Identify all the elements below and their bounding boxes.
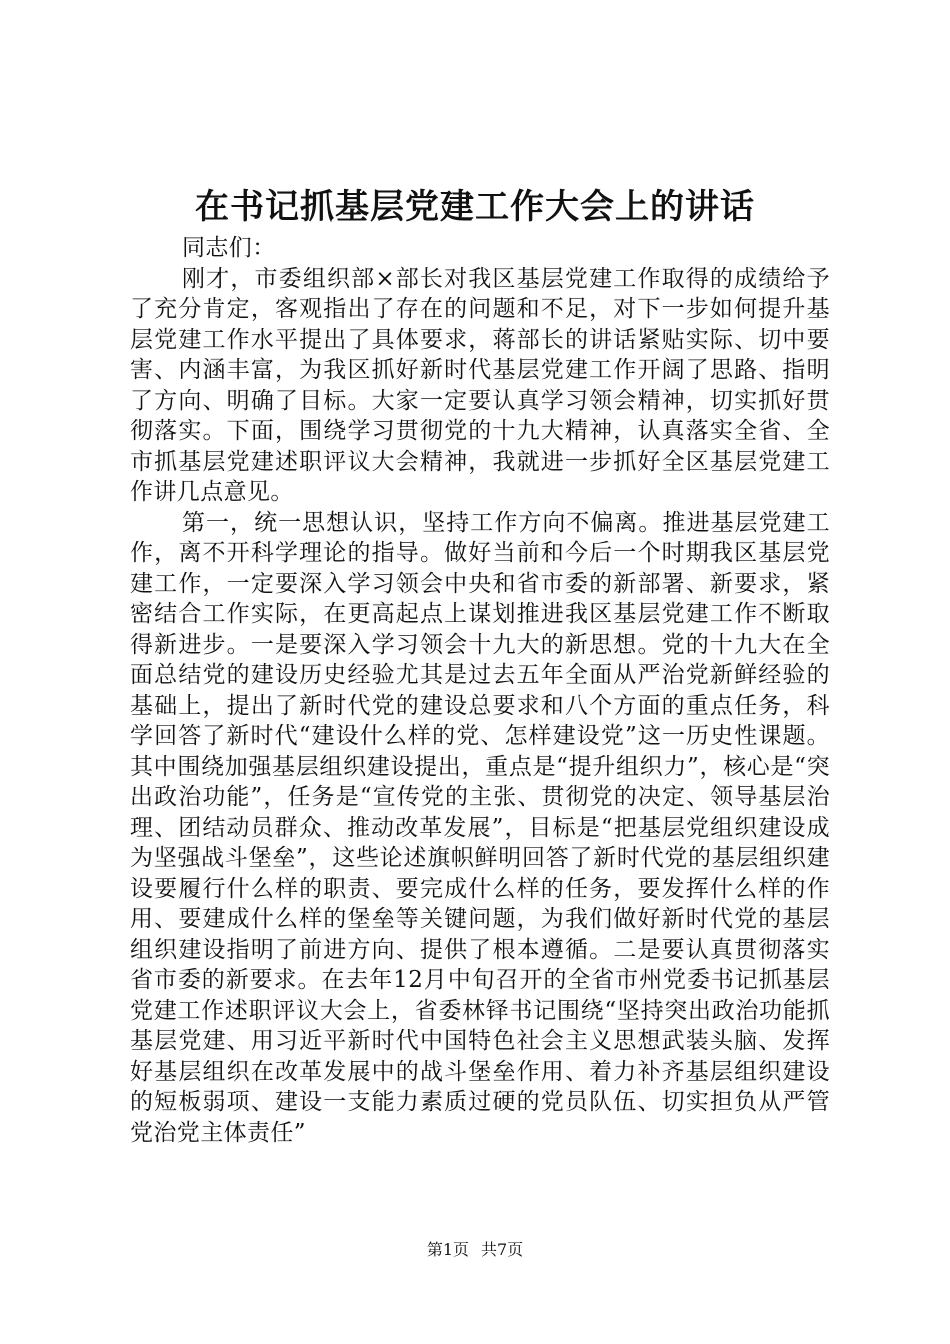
salutation: 同志们： (182, 235, 276, 261)
document-title: 在书记抓基层党建工作大会上的讲话 (195, 187, 755, 227)
paragraph-first-point: 第一，统一思想认识，坚持工作方向不偏离。推进基层党建工作，离不开科学理论的指导。做好当前和今后一个时期我区基层党建工作，一定要深入学习领会中央和省市委的新部署、新要求，紧密结合工作实际，在更高起点上谋划推进我区基层党建工作不断取得新进步。一是要深入学习领会十九大的新思想。党的十九大在全面总结党的建设历史经验尤其是过去五年全面从严治党新鲜经验的基础上，提出了新时代党的建设总要求和八个方面的重点任务，科学回答了新时代“建设什么样的党、怎样建设党”这一历史性课题。其中围绕加强基层组织建设提出，重点是“提升组织力”，核心是“突出政治功能”，任务是“宣传党的主张、贯彻党的决定、领导基层治理、团结动员群众、推动改革发展”，目标是“把基层党组织建设成为坚强战斗堡垒”，这些论述旗帜鲜明回答了新时代党的基层组织建设要履行什么样的职责、要完成什么样的任务，要发挥什么样的作用、要建成什么样的堡垒等关键问题，为我们做好新时代党的基层组织建设指明了前进方向、提供了根本遵循。二是要认真贯彻落实省市委的新要求。在去年12月中旬召开的全省市州党委书记抓基层党建工作述职评议大会上，省委林铎书记围绕“坚持突出政治功能抓基层党建、用习近平新时代中国特色社会主义思想武装头脑、发挥好基层组织在改革发展中的战斗堡垒作用、着力补齐基层组织建设的短板弱项、建设一支能力素质过硬的党员队伍、切实担负从严管党治党主体责任” (130, 509, 830, 1146)
page-number: 第1页 (426, 1240, 469, 1259)
paragraph-intro: 刚才，市委组织部×部长对我区基层党建工作取得的成绩给予了充分肯定，客观指出了存在的问题和不足，对下一步如何提升基层党建工作水平提出了具体要求，蒋部长的讲话紧贴实际、切中要害、内涵丰富，为我区抓好新时代基层党建工作开阔了思路、指明了方向、明确了目标。大家一定要认真学习领会精神，切实抓好贯彻落实。下面，围绕学习贯彻党的十九大精神，认真落实全省、全市抓基层党建述职评议大会精神，我就进一步抓好全区基层党建工作讲几点意见。 (130, 265, 830, 505)
document-body (130, 233, 830, 1148)
page-footer (0, 1240, 950, 1260)
page-total: 共7页 (481, 1240, 524, 1259)
